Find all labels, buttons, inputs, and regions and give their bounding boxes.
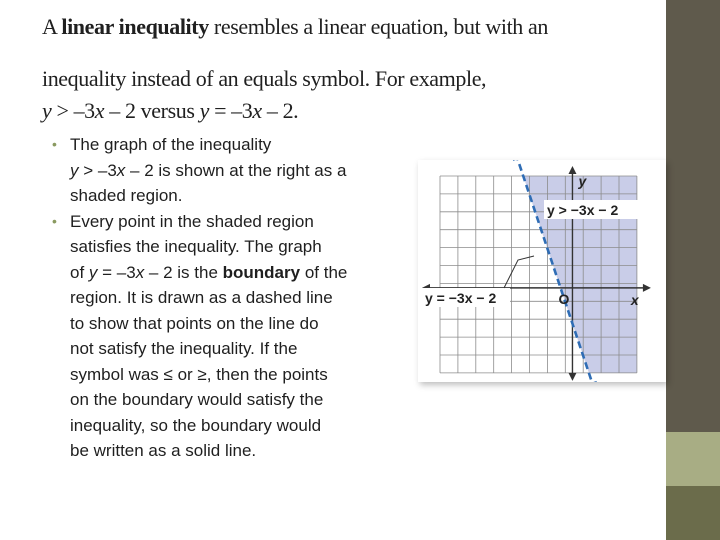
shaded-region	[511, 160, 666, 382]
math-variable: x	[135, 262, 145, 282]
bullet-item	[52, 132, 397, 209]
bullet-text: of the	[300, 262, 348, 282]
bullet-marker: •	[52, 136, 57, 152]
bullet-line	[70, 260, 397, 286]
bullet-line: Every point in the shaded region	[70, 211, 314, 231]
bullet-line	[70, 158, 397, 184]
bullet-line: The graph of the inequality	[70, 135, 272, 154]
math-variable: x	[252, 98, 262, 123]
math-variable: y	[199, 98, 209, 123]
title-text: inequality instead of an equals symbol. For example,	[42, 66, 487, 91]
bullet-text: – 2 is the	[144, 262, 223, 282]
bullet-text: > –3	[78, 160, 117, 180]
bullet-item	[52, 209, 397, 464]
math-variable: x	[116, 160, 126, 180]
title-text: A	[42, 14, 62, 39]
bullet-line: shaded region.	[70, 186, 183, 205]
x-axis-label: x	[630, 291, 639, 308]
math-variable: y	[88, 262, 98, 282]
math-variable: y	[70, 160, 79, 180]
math-text: > –3	[51, 98, 95, 123]
bold-term: boundary	[222, 262, 301, 282]
math-variable: x	[94, 98, 105, 123]
y-axis-label: y	[578, 173, 587, 189]
region-label: y > −3x − 2	[547, 202, 619, 218]
title-line-3	[42, 98, 298, 124]
side-bar-segment-middle	[666, 432, 720, 486]
side-bar-segment-top	[666, 0, 720, 432]
bullet-text: = –3	[97, 262, 136, 282]
bullet-marker: •	[52, 212, 57, 229]
bullet-line: region. It is drawn as a dashed line	[70, 288, 333, 307]
bullet-line: to show that points on the line do	[70, 313, 319, 333]
title-text: resembles a linear equation, but with an	[208, 14, 548, 39]
math-variable: y	[42, 98, 52, 123]
side-bar-segment-bottom	[666, 486, 720, 540]
origin-label: O	[558, 290, 570, 307]
title-term: linear inequality	[61, 14, 209, 39]
graph-svg	[418, 160, 666, 382]
x-axis-arrow-right	[643, 284, 651, 292]
boundary-label: y = −3x − 2	[425, 290, 497, 306]
bullet-line: satisfies the inequality. The graph	[70, 237, 322, 256]
side-decoration-bar	[666, 0, 720, 540]
math-text: – 2.	[261, 98, 299, 123]
math-text: = –3	[208, 98, 253, 123]
math-text: – 2 versus	[104, 98, 200, 123]
y-axis-arrow-up	[568, 166, 576, 174]
bullet-text: of	[70, 262, 89, 282]
inequality-graph	[418, 160, 666, 382]
title-line-1	[42, 14, 548, 40]
bullet-line: inequality, so the boundary would	[70, 415, 322, 435]
bullet-list	[52, 132, 397, 464]
boundary-arrow-down	[587, 381, 596, 382]
bullet-line: be written as a solid line.	[70, 441, 257, 460]
title-line-2	[42, 66, 486, 92]
bullet-text: – 2 is shown at the right as a	[125, 160, 347, 180]
bullet-line: not satisfy the inequality. If the	[70, 339, 298, 358]
bullet-line: symbol was ≤ or ≥, then the points	[70, 364, 328, 384]
y-axis-arrow-down	[568, 373, 576, 381]
bullet-line: on the boundary would satisfy the	[70, 390, 324, 409]
